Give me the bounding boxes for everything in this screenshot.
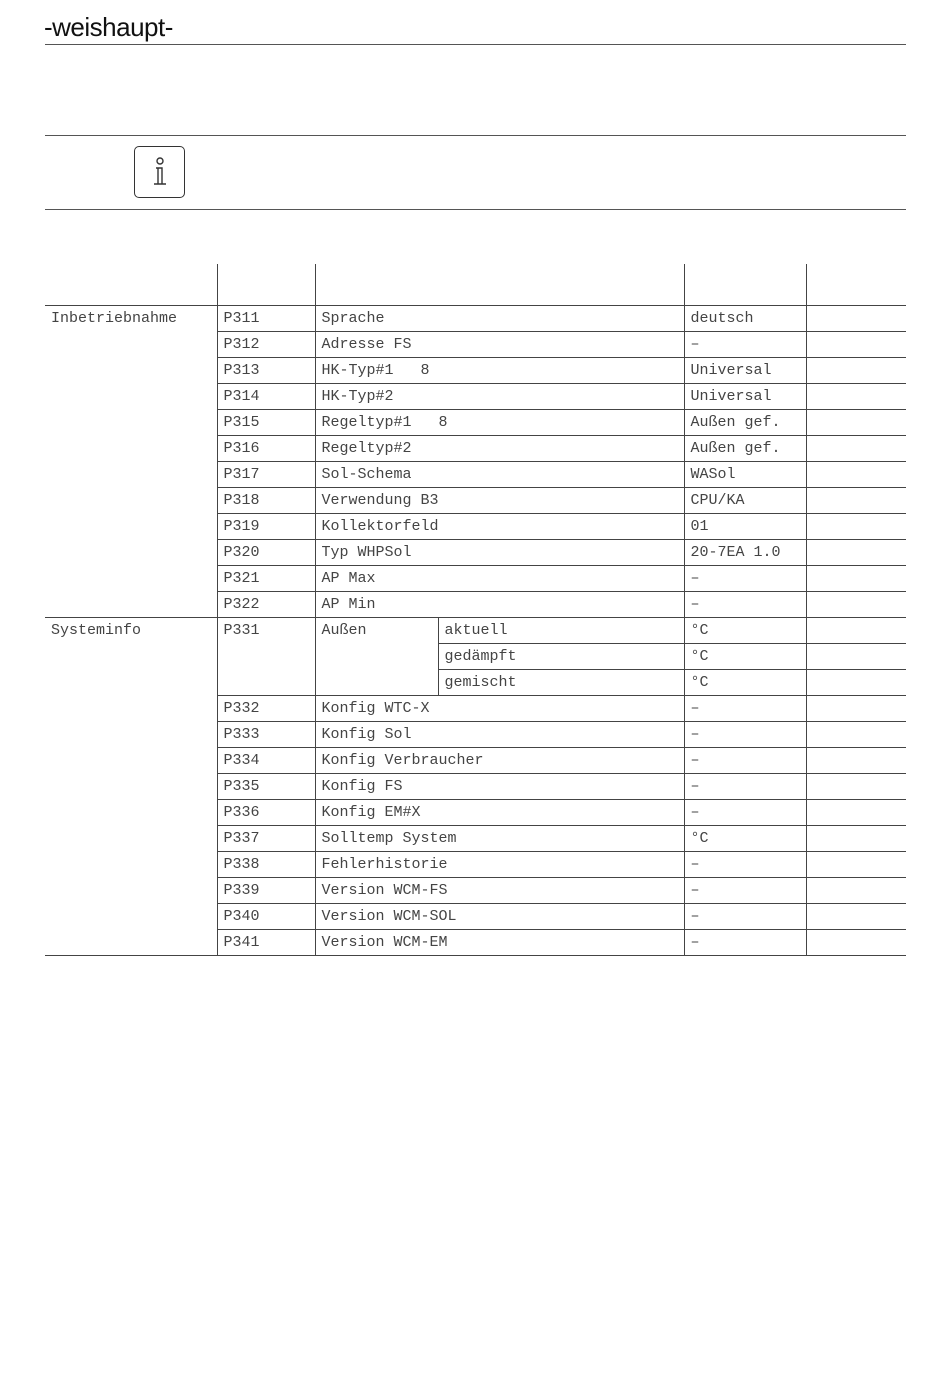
param-notes	[806, 540, 906, 566]
param-value: °C	[684, 644, 806, 670]
param-code: P313	[217, 358, 315, 384]
param-value: Außen gef.	[684, 410, 806, 436]
param-value: –	[684, 332, 806, 358]
param-code: P317	[217, 462, 315, 488]
param-notes	[806, 358, 906, 384]
param-code: P333	[217, 722, 315, 748]
param-notes	[806, 462, 906, 488]
param-notes	[806, 384, 906, 410]
param-notes	[806, 748, 906, 774]
param-name: Regeltyp#2	[315, 436, 684, 462]
param-notes	[806, 852, 906, 878]
param-value: –	[684, 722, 806, 748]
param-notes	[806, 306, 906, 332]
table-row	[45, 306, 906, 332]
param-name: Konfig WTC-X	[315, 696, 684, 722]
param-code: P341	[217, 930, 315, 956]
param-name: Sprache	[315, 306, 684, 332]
param-value: –	[684, 878, 806, 904]
param-code: P339	[217, 878, 315, 904]
param-name: Typ WHPSol	[315, 540, 684, 566]
param-code: P331	[217, 618, 315, 696]
param-name: Regeltyp#1 8	[315, 410, 684, 436]
param-code: P320	[217, 540, 315, 566]
param-notes	[806, 332, 906, 358]
param-code: P338	[217, 852, 315, 878]
param-name: Konfig Sol	[315, 722, 684, 748]
param-code: P311	[217, 306, 315, 332]
param-code: P321	[217, 566, 315, 592]
param-code: P337	[217, 826, 315, 852]
param-name: HK-Typ#1 8	[315, 358, 684, 384]
param-notes	[806, 800, 906, 826]
param-name: Außen	[315, 618, 438, 696]
param-value: –	[684, 904, 806, 930]
param-value: –	[684, 696, 806, 722]
param-name: Sol-Schema	[315, 462, 684, 488]
param-name: Solltemp System	[315, 826, 684, 852]
param-code: P316	[217, 436, 315, 462]
param-notes	[806, 670, 906, 696]
param-name: Version WCM-EM	[315, 930, 684, 956]
header-cell	[315, 264, 684, 306]
param-notes	[806, 514, 906, 540]
param-name: Konfig FS	[315, 774, 684, 800]
header-cell	[217, 264, 315, 306]
param-subname: aktuell	[438, 618, 684, 644]
param-code: P340	[217, 904, 315, 930]
param-value: °C	[684, 618, 806, 644]
param-value: °C	[684, 670, 806, 696]
param-value: Außen gef.	[684, 436, 806, 462]
param-value: 20-7EA 1.0	[684, 540, 806, 566]
param-code: P336	[217, 800, 315, 826]
param-notes	[806, 904, 906, 930]
param-value: –	[684, 852, 806, 878]
param-value: –	[684, 930, 806, 956]
param-code: P322	[217, 592, 315, 618]
param-name: Verwendung B3	[315, 488, 684, 514]
param-notes	[806, 618, 906, 644]
param-notes	[806, 566, 906, 592]
param-code: P335	[217, 774, 315, 800]
param-value: CPU/KA	[684, 488, 806, 514]
param-value: –	[684, 748, 806, 774]
param-value: Universal	[684, 358, 806, 384]
param-subname: gemischt	[438, 670, 684, 696]
param-notes	[806, 436, 906, 462]
param-value: 01	[684, 514, 806, 540]
param-name: Konfig Verbraucher	[315, 748, 684, 774]
param-name: AP Min	[315, 592, 684, 618]
info-icon	[134, 146, 185, 198]
weishaupt-logo: -weishaupt-	[44, 12, 173, 42]
param-notes	[806, 488, 906, 514]
param-name: Kollektorfeld	[315, 514, 684, 540]
param-code: P315	[217, 410, 315, 436]
param-notes	[806, 826, 906, 852]
param-notes	[806, 722, 906, 748]
param-value: deutsch	[684, 306, 806, 332]
param-code: P312	[217, 332, 315, 358]
header-rule	[45, 44, 906, 45]
param-notes	[806, 930, 906, 956]
param-notes	[806, 592, 906, 618]
param-code: P334	[217, 748, 315, 774]
param-notes	[806, 878, 906, 904]
param-notes	[806, 696, 906, 722]
table-header-row	[45, 264, 906, 306]
param-code: P319	[217, 514, 315, 540]
param-value: °C	[684, 826, 806, 852]
param-name: HK-Typ#2	[315, 384, 684, 410]
param-name: Version WCM-SOL	[315, 904, 684, 930]
param-code: P314	[217, 384, 315, 410]
group-label: Inbetriebnahme	[45, 306, 217, 618]
parameter-table	[45, 264, 906, 956]
param-name: Adresse FS	[315, 332, 684, 358]
info-bottom-rule	[45, 209, 906, 210]
table-row	[45, 618, 906, 644]
param-value: Universal	[684, 384, 806, 410]
header-cell	[806, 264, 906, 306]
header-cell	[684, 264, 806, 306]
param-value: –	[684, 566, 806, 592]
param-value: –	[684, 592, 806, 618]
param-name: Fehlerhistorie	[315, 852, 684, 878]
param-code: P332	[217, 696, 315, 722]
group-label: Systeminfo	[45, 618, 217, 956]
param-name: Version WCM-FS	[315, 878, 684, 904]
info-top-rule	[45, 135, 906, 136]
header-cell	[45, 264, 217, 306]
param-name: AP Max	[315, 566, 684, 592]
param-notes	[806, 774, 906, 800]
param-notes	[806, 410, 906, 436]
param-value: –	[684, 800, 806, 826]
param-name: Konfig EM#X	[315, 800, 684, 826]
param-notes	[806, 644, 906, 670]
param-subname: gedämpft	[438, 644, 684, 670]
param-code: P318	[217, 488, 315, 514]
param-value: WASol	[684, 462, 806, 488]
param-value: –	[684, 774, 806, 800]
